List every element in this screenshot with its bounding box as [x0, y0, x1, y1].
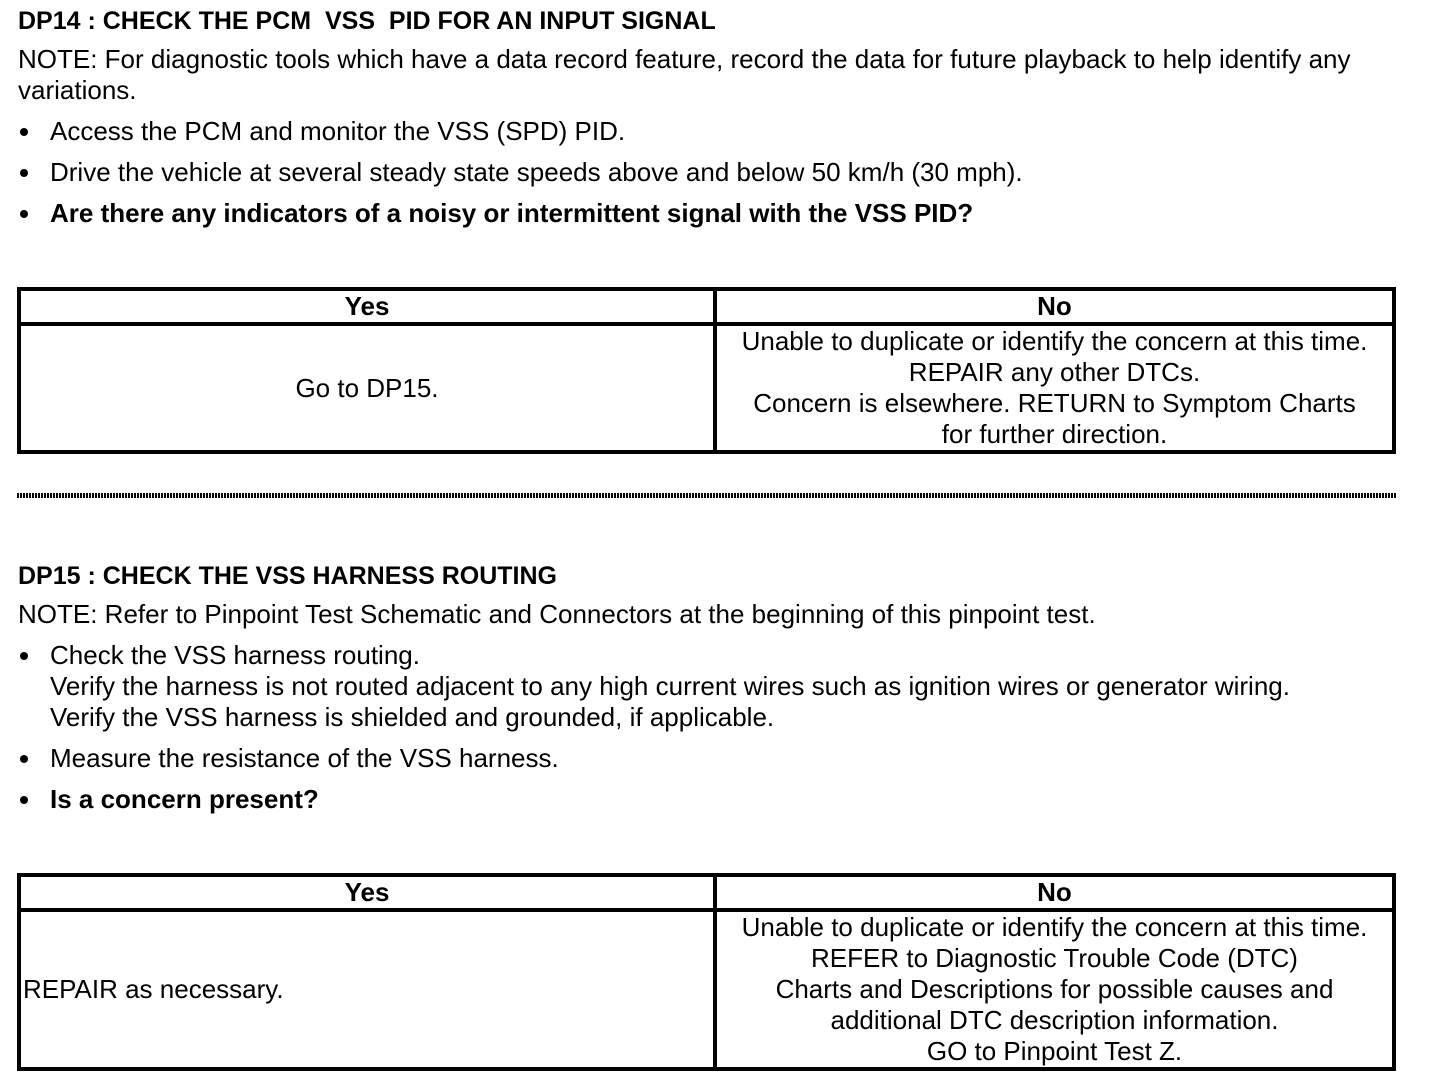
- dp15-yes-no-table: [17, 873, 1396, 1071]
- list-item: [18, 116, 1398, 147]
- bullet-text: Drive the vehicle at several steady state speeds above and below 50 km/h (30 mph).: [50, 157, 1023, 187]
- bullet-icon: [20, 169, 28, 177]
- bullet-icon: [20, 128, 28, 136]
- no-header: No: [715, 289, 1394, 324]
- bullet-question: Is a concern present?: [50, 784, 319, 814]
- list-item: [18, 784, 1398, 815]
- bullet-icon: [20, 210, 28, 218]
- bullet-question: Are there any indicators of a noisy or intermittent signal with the VSS PID?: [50, 198, 974, 228]
- no-cell: [715, 324, 1394, 452]
- bullet-icon: [20, 652, 28, 660]
- table-row: [19, 324, 1394, 452]
- yes-cell: Go to DP15.: [19, 324, 715, 452]
- dp14-heading: DP14 : CHECK THE PCM VSS PID FOR AN INPUT SIGNAL: [18, 7, 716, 35]
- list-item: [18, 157, 1398, 188]
- yes-header: Yes: [19, 875, 715, 910]
- no-cell-line: Unable to duplicate or identify the concern at this time.: [741, 326, 1368, 356]
- yes-cell: REPAIR as necessary.: [19, 910, 715, 1069]
- no-cell-line: REPAIR any other DTCs.: [908, 357, 1201, 387]
- no-cell-line: Charts and Descriptions for possible causes and: [775, 974, 1334, 1004]
- bullet-subtext: Verify the VSS harness is shielded and grounded, if applicable.: [50, 702, 775, 732]
- list-item: [18, 743, 1398, 774]
- section-divider: [17, 493, 1397, 498]
- dp14-section: [18, 6, 1398, 239]
- dp14-note: NOTE: For diagnostic tools which have a data record feature, record the data for future playback to help identify any variations.: [18, 44, 1351, 105]
- dp14-yes-no-table: [17, 287, 1396, 454]
- no-header: No: [715, 875, 1394, 910]
- table-header-row: [19, 289, 1394, 324]
- bullet-text: Check the VSS harness routing.: [50, 640, 420, 670]
- no-cell-line: for further direction.: [941, 419, 1168, 449]
- dp15-bullet-list: [18, 640, 1398, 815]
- dp15-section: [18, 561, 1398, 825]
- no-cell-line: Concern is elsewhere. RETURN to Symptom Charts: [753, 388, 1356, 418]
- dp14-bullet-list: [18, 116, 1398, 229]
- no-cell-line: REFER to Diagnostic Trouble Code (DTC): [811, 943, 1298, 973]
- dp15-heading: DP15 : CHECK THE VSS HARNESS ROUTING: [18, 562, 557, 590]
- table-row: [19, 910, 1394, 1069]
- table-header-row: [19, 875, 1394, 910]
- bullet-text: Measure the resistance of the VSS harness.: [50, 743, 559, 773]
- no-cell-line: additional DTC description information.: [830, 1005, 1279, 1035]
- list-item: [18, 640, 1398, 733]
- no-cell-line: Unable to duplicate or identify the concern at this time.: [741, 912, 1368, 942]
- yes-header: Yes: [19, 289, 715, 324]
- no-cell-line: GO to Pinpoint Test Z.: [926, 1036, 1183, 1066]
- bullet-icon: [20, 796, 28, 804]
- bullet-text: Access the PCM and monitor the VSS (SPD) PID.: [50, 116, 626, 146]
- bullet-icon: [20, 755, 28, 763]
- bullet-subtext: Verify the harness is not routed adjacent to any high current wires such as ignition wires or generator wiring.: [50, 671, 1290, 701]
- dp15-note: NOTE: Refer to Pinpoint Test Schematic and Connectors at the beginning of this pinpoint test.: [18, 599, 1096, 629]
- list-item: [18, 198, 1398, 229]
- no-cell: [715, 910, 1394, 1069]
